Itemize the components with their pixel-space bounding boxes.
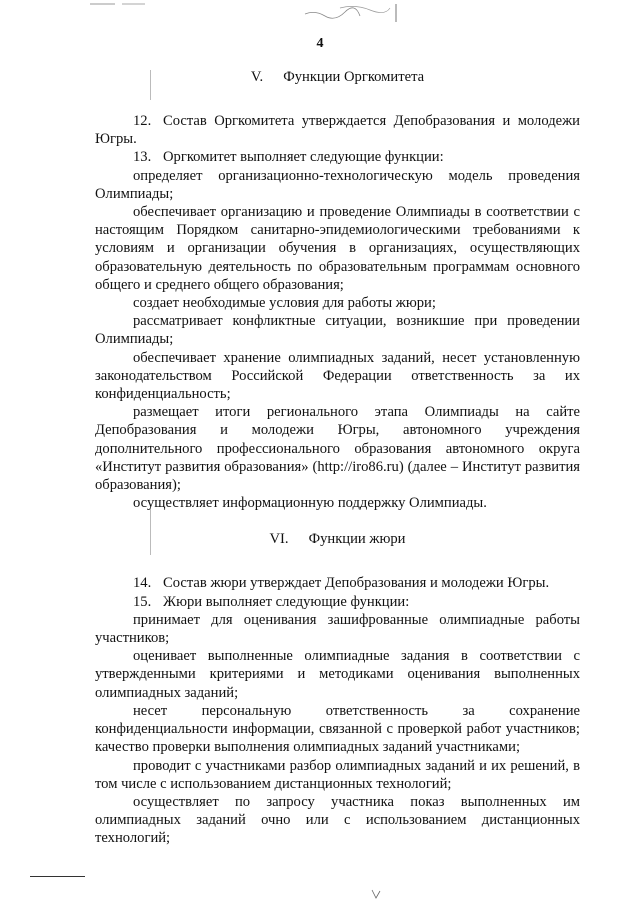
item-number: 12.: [133, 113, 152, 129]
function-item: определяет организационно-технологическую модель проведения Олимпиады;: [95, 167, 580, 202]
page-number: 4: [316, 36, 324, 51]
paragraph-item-12: [95, 112, 580, 148]
paragraph-text: Оргкомитет выполняет следующие функции:: [163, 149, 444, 166]
section-title: Функции жюри: [308, 531, 406, 548]
paragraph-item-13: [95, 148, 580, 166]
section-number: VI.: [269, 531, 289, 548]
item-number: 15.: [133, 593, 152, 610]
section-title: Функции Оргкомитета: [283, 69, 425, 85]
function-item: обеспечивает хранение олимпиадных заданий, несет установленную законодательством Российской Федерации ответственность за их конфиденциальность;: [95, 349, 580, 403]
function-item: осуществляет по запросу участника показ выполненных им олимпиадных заданий очно или с использованием дистанционных технологий;: [95, 793, 580, 847]
paragraph-item-15: [95, 593, 580, 611]
scan-artifact-bottom-mark: [370, 888, 382, 900]
scan-artifact-top: [300, 4, 400, 22]
section-number: V.: [250, 69, 264, 85]
function-item: размещает итоги регионального этапа Олимпиады на сайте Депобразования и молодежи Югры, автономного учреждения дополнительного профессионального образования автономного округа «Институт развития образования» (http://iro86.ru) (далее – Институт развития образования);: [95, 404, 580, 494]
item-number: 14.: [133, 575, 152, 592]
function-item: принимает для оценивания зашифрованные олимпиадные работы участников;: [95, 611, 580, 647]
function-item: обеспечивает организацию и проведение Олимпиады в соответствии с настоящим Порядком санитарно-эпидемиологическими требованиями к условиям и организации обучения в организациях, осуществляющих образовательную деятельность по образовательным программам основного общего и среднего общего образования;: [95, 204, 580, 293]
scan-artifact-bottom-line: [30, 876, 85, 877]
scan-artifact-top-left: [90, 2, 150, 6]
item-number: 13.: [133, 149, 152, 166]
function-item: оценивает выполненные олимпиадные задания в соответствии с утвержденными критериями и методиками оценивания выполненных олимпиадных заданий;: [95, 648, 580, 701]
function-item: создает необходимые условия для работы жюри;: [133, 295, 436, 312]
function-item: проводит с участниками разбор олимпиадных заданий и их решений, в том числе с использованием дистанционных технологий;: [95, 757, 580, 792]
function-item: осуществляет информационную поддержку Олимпиады.: [133, 495, 487, 512]
function-item: несет персональную ответственность за сохранение конфиденциальности информации, связанной с проверкой работ участников; качество проверки выполнения олимпиадных заданий участниками;: [95, 702, 580, 756]
function-item: рассматривает конфликтные ситуации, возникшие при проведении Олимпиады;: [95, 313, 580, 348]
section-heading-6: [95, 530, 580, 548]
paragraph-text: Состав Оргкомитета утверждается Депобразования и молодежи Югры.: [95, 113, 580, 148]
paragraph-item-14: [95, 574, 580, 592]
document-body: [95, 68, 580, 848]
paragraph-text: Состав жюри утверждает Депобразования и молодежи Югры.: [163, 575, 550, 592]
paragraph-text: Жюри выполняет следующие функции:: [163, 593, 410, 610]
section-heading-5: [95, 68, 580, 86]
